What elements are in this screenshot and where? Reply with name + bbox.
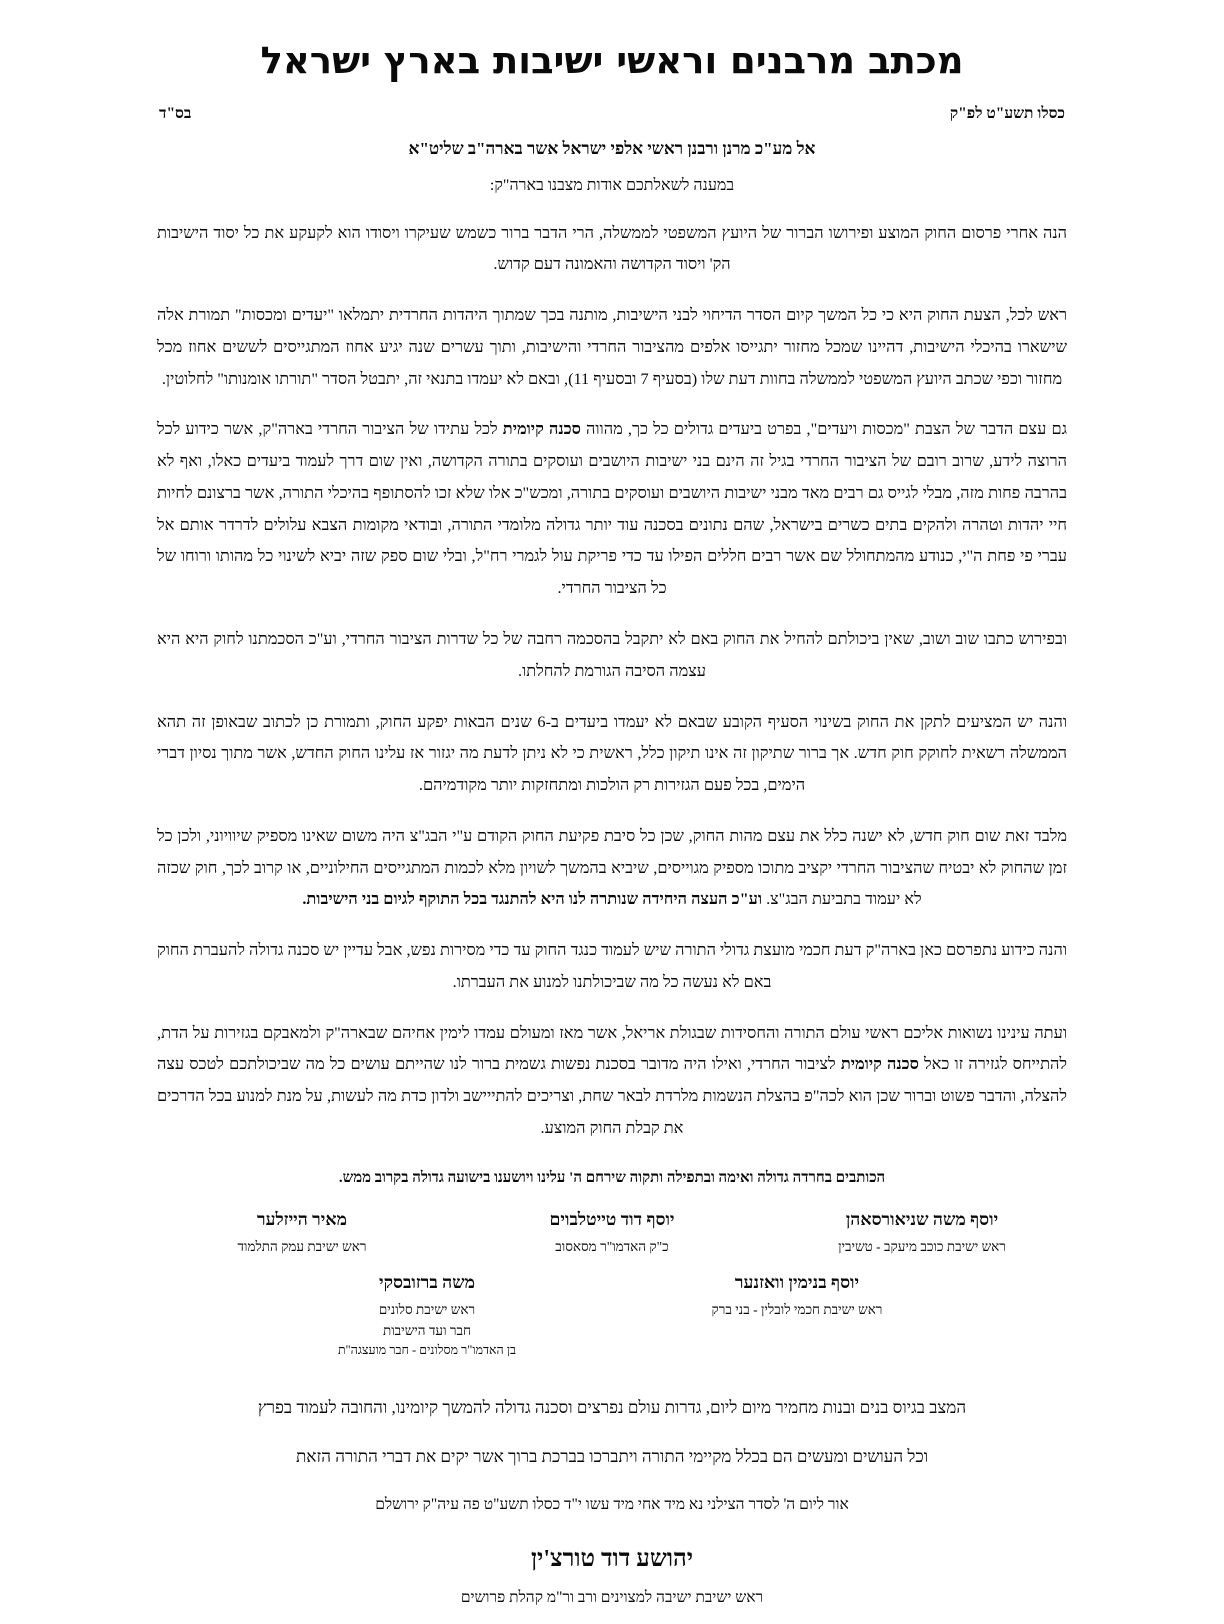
- body-paragraph: והנה יש המציעים לתקן את החוק בשינוי הסעיף הקובע שבאם לא יעמדו ביעדים ב-6 שנים הבאות יפקע החוק, ותמורת כן לכתוב שבאופן זה תהא הממשלה רשאית לחוקק חוק חדש. אך ברור שתיקון זה אינו תיקון כלל, ראשית כי לא ניתן לדעת מה יגזור אז עלינו החוק החדש, אשר מתוך נסיון דברי הימים, בכל פעם הגזירות רק הולכות ומתחזקות יותר מקודמיהם.: [157, 711, 1067, 795]
- bsd-marker: בס"ד: [159, 104, 192, 122]
- signatory: [302, 1272, 552, 1361]
- footer-line: המצב בגיוס בנים ובנות מחמיר מיום ליום, גדרות עולם נפרצים וסכנה גדולה להמשך קיומינו, והחובה לעמוד בפרץ: [257, 1397, 967, 1417]
- signatory: [672, 1272, 922, 1321]
- signatory: [487, 1209, 737, 1258]
- signatory-role-line: ראש ישיבת סלונים: [378, 1301, 476, 1317]
- signatory-role: [797, 1237, 1047, 1258]
- letter-body: [157, 105, 1067, 1187]
- footer-line: וכל העושים ומעשים הם בכלל מקיימי התורה ויתברכו בברכת ברוך אשר יקים את דברי התורה הזאת: [295, 1446, 929, 1466]
- body-paragraph: ראש לכל, הצעת החוק היא כי כל המשך קיום הסדר הדיחוי לבני הישיבות, מותנה בכך שמתוך היהדות החרדית יתמלאו "יעדים ומכסות" תמורת אלה שישארו בהיכלי הישיבות, דהיינו שמכל מחזור יתגייסו אלפים מהציבור החרדי והישיבות, ותוך עשרים שנה יגיע אחוז המתגייסים לששים אחוז מכל מחזור וכפי שכתב היועץ המשפטי לממשלה בחוות דעת שלו (בסעיף 7 ובסעיף 11), ובאם לא יעמדו בתנאי זה, יתבטל הסדר "תורתו אומנותו" לחלוטין.: [157, 305, 1067, 388]
- footer-signatory-role: ראש ישיבת ישיבה למצוינים ורב ור"מ קהלת פרושים: [460, 1588, 764, 1606]
- signatory-role-line: ראש ישיבת חכמי לובלין - בני ברק: [711, 1301, 883, 1317]
- body-paragraph: ועתה עינינו נשואות אליכם ראשי עולם התורה והחסידות שבגולת אריאל, אשר מאז ומעולם עמדו לימין אחיהם שבארה"ק ולמאבקם בגזירות על הדת, להתייחס לגזירה זו כאל סכנה קיומית לציבור החרדי, ואילו היה מדובר בסכנת נפשות גשמית ברור לנו שהייתם עושים כל מה שביכולתכם לטכס עצה להצלה, והדבר פשוט וברור שכן הוא לכה"פ בהצלת הנשמות מלרדת לבאר שחת, וצריכים להתייישב ולדון כדת מה לעשות, על מנת למנוע בכל הדרכים את קבלת החוק המוצע.: [157, 1022, 1067, 1137]
- addressee-line: אל מע"כ מרנן ורבנן ראשי אלפי ישראל אשר בארה"ב שליט"א: [408, 138, 816, 158]
- footer-line: אור ליום ה' לסדר הצילני נא מיד אחי מיד עשו י"ד כסלו תשע"ט פה עיה"ק ירושלם: [375, 1495, 849, 1513]
- body-paragraph: מלבד זאת שום חוק חדש, לא ישנה כלל את עצם מהות החוק, שכן כל סיבת פקיעת החוק הקודם ע"י הבג"צ היה משום שאינו מספיק שיוויוני, ולכן כל זמן שהחוק לא יבטיח שהציבור החרדי יקציב מתוכו מספיק מגוייסים, שיביא בהמשך לשויון מלא לכמות המתגייסים החילוניים, או קרוב לכך, חוק שכזה לא יעמוד בתביעת הבג"צ. וע"כ העצה היחידה שנותרה לנו היא להתנגד בכל התוקף לגיום בני הישיבות.: [157, 825, 1067, 909]
- signatory-role-line: ראש ישיבת עמק התלמוד: [237, 1238, 367, 1254]
- signatory-name: יוסף דוד טייטלבוים: [549, 1208, 675, 1229]
- signatory-name: יוסף משה שניאורסאהן: [845, 1208, 999, 1229]
- salutation-line: במענה לשאלתכם אודות מצבנו בארה"ק:: [489, 176, 735, 194]
- signatory: [177, 1209, 427, 1258]
- signatory-role-line: ראש ישיבת כוכב מיעקב - טשיבין: [838, 1238, 1006, 1254]
- body-paragraph: והנה כידוע נתפרסם כאן בארה"ק דעת חכמי מועצת גדולי התורה שיש לעמוד כנגד החוק עד כדי מסירות נפש, אבל עדיין יש סכנה גדולה להעברת החוק באם לא נעשה כל מה שביכולתנו למנוע את העברתו.: [157, 940, 1067, 991]
- signatory: [797, 1209, 1047, 1258]
- body-paragraph: גם עצם הדבר של הצבת "מכסות ויעדים", בפרט ביעדים גדולים כל כך, מהווה סכנה קיומית לכל עתידו של הציבור החרדי בארה"ק, אשר כידוע לכל הרוצה לידע, שרוב רובם של הציבור החרדי בגיל זה הינם בני ישיבות היושבים ועוסקים בתורה הקדושה, ואין שום דרך לעמוד ביעדים כאלו, ואף לא בהרבה פחות מזה, מבלי לגייס גם רבים מאד מבני ישיבות היושבים ועוסקים בתורה, ומכש"כ אלו שלא זכו להסתופף בהיכלי התורה, אשר ברצונם לחיות חיי יהדות וטהרה ולהקים בתים כשרים בישראל, שהם נתונים בסכנה עוד יותר גדולה מלומדי התורה, ובודאי מקומות הצבא עלולים לדרדר אותם אל עברי פי פחת ה"י, כנודע מהמתחולל שם אשר רבים חללים הפילו עד כדי פריקת עול לגמרי רח"ל, ובלי שום ספק שזה יביא לשינוי כל מהותו ורוחו של כל הציבור החרדי.: [157, 419, 1067, 598]
- signatory-role-line: חבר ועד הישיבות: [382, 1322, 472, 1338]
- signatory-name: יוסף בנימין וואזנער: [734, 1271, 860, 1292]
- closing-line: הכותבים בחרדה גדולה ואימה ובתפילה ותקוה שירחם ה' עלינו ויושענו בישועה גדולה בקרוב ממש.: [338, 1169, 886, 1186]
- signatory-name: מאיר הייזלער: [257, 1208, 347, 1229]
- signatory-role: [487, 1237, 737, 1258]
- signatory-role: [672, 1300, 922, 1321]
- letter-meta-row: [157, 105, 1067, 123]
- emphasized-phrase: סכנה קיומית: [502, 419, 581, 439]
- body-paragraph: הנה אחרי פרסום החוק המוצע ופירושו הברור של היועץ המשפטי לממשלה, הרי הדבר ברור כשמש שעיקרו ויסודו הוא לקעקע את כל יסוד הישיבות הק' ויסוד הקדושה והאמונה דעם קדוש.: [157, 222, 1067, 274]
- footer-block: [62, 1397, 1162, 1607]
- emphasized-phrase: סכנה קיומית: [840, 1054, 919, 1074]
- emphasized-phrase: וע"כ העצה היחידה שנותרה לנו היא להתנגד בכל התוקף לגיום בני הישיבות.: [302, 889, 762, 909]
- signatory-role-line: כ"ק האדמו"ר מסאסוב: [555, 1238, 669, 1254]
- footer-signatory-name: יהושע דוד טורצ'ין: [530, 1545, 694, 1572]
- signatory-role: [177, 1237, 427, 1258]
- signatory-role: [302, 1300, 552, 1361]
- signature-block: [147, 1209, 1077, 1361]
- hebrew-date: כסלו תשע"ט לפ"ק: [949, 104, 1065, 122]
- body-paragraph: ובפירוש כתבו שוב ושוב, שאין ביכולתם להחיל את החוק באם לא יתקבל בהסכמה רחבה של כל שדרות הציבור החרדי, וע"כ הסכמתנו לחוק היא היא עצמה הסיבה הגורמת להחלתו.: [157, 628, 1067, 680]
- signatory-role-note: בן האדמו"ר מסלונים - חבר מועצגה"ת: [337, 1343, 517, 1358]
- signatory-name: משה ברזובסקי: [379, 1271, 475, 1292]
- document-page: [0, 40, 1224, 1624]
- signature-row-one: [147, 1209, 1077, 1258]
- page-title: מכתב מרבנים וראשי ישיבות בארץ ישראל: [260, 39, 964, 82]
- signature-row-two: [147, 1272, 1077, 1361]
